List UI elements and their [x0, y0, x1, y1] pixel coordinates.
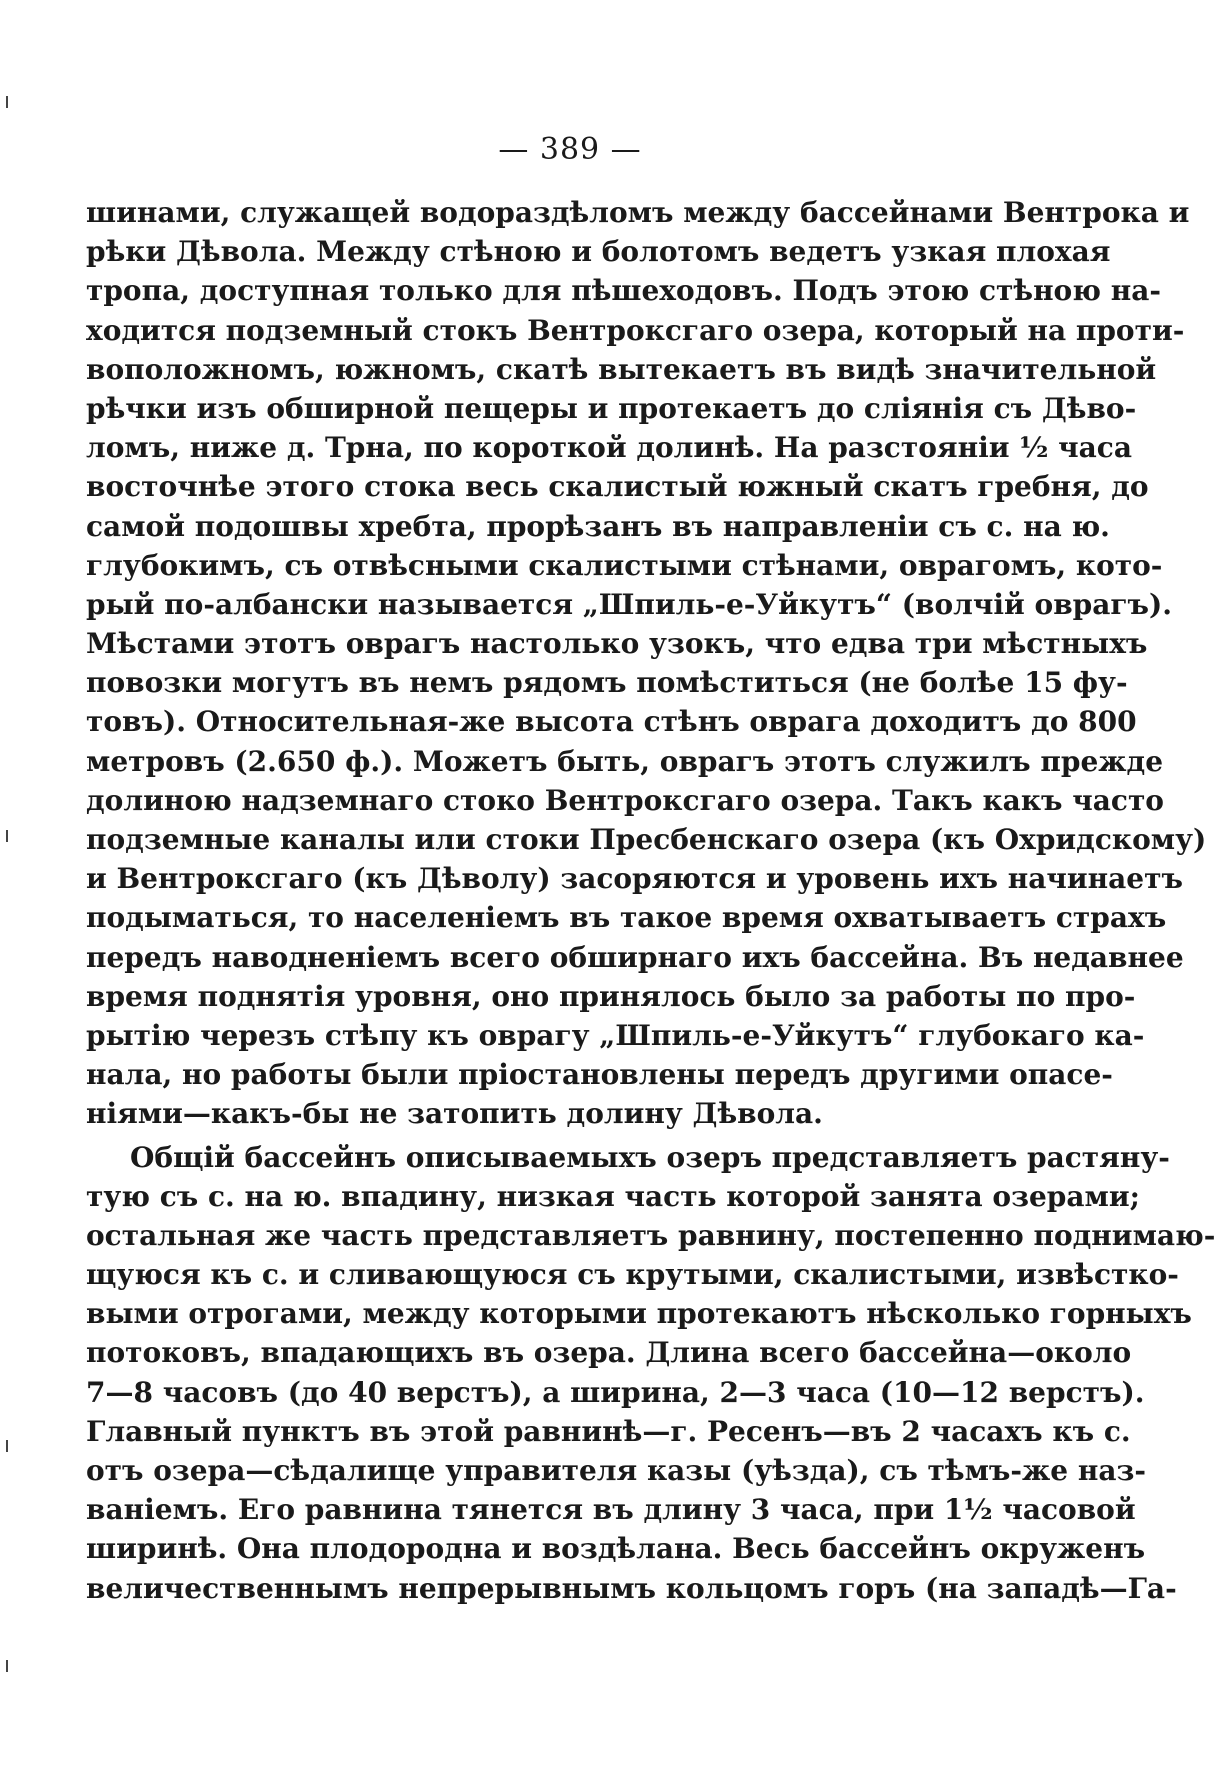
text-line: шинами, служащей водораздѣломъ между бассейнами Вентрока и — [86, 196, 1190, 229]
text-line: Общій бассейнъ описываемыхъ озеръ представляетъ растяну- — [130, 1140, 1170, 1174]
text-line: и Вентроксгаго (къ Дѣволу) засоряются и уровень ихъ начинаетъ — [86, 862, 1183, 896]
text-line: выми отрогами, между которыми протекаютъ нѣсколько горныхъ — [86, 1297, 1192, 1331]
scan-speck — [6, 96, 8, 108]
text-line: ходится подземный стокъ Вентроксгаго озера, который на проти- — [86, 313, 1185, 347]
scan-speck — [6, 830, 8, 842]
text-line: подземные каналы или стоки Пресбенскаго озера (къ Охридскому) — [86, 823, 1207, 856]
scan-speck — [6, 1440, 8, 1452]
text-line: рѣчки изъ обширной пещеры и протекаетъ до сліянія съ Дѣво- — [86, 391, 1137, 425]
text-line: щуюся къ с. и сливающуюся съ крутыми, скалистыми, извѣстко- — [86, 1258, 1179, 1292]
page-number: — 389 — — [498, 132, 642, 167]
text-line: время поднятія уровня, оно принялось было за работы по про- — [86, 979, 1136, 1013]
text-line: ширинѣ. Она плодородна и воздѣлана. Весь бассейнъ окруженъ — [86, 1532, 1146, 1566]
paragraph — [86, 1138, 1215, 1608]
text-line: ломъ, ниже д. Трна, по короткой долинѣ. На разстояніи ½ часа — [86, 431, 1132, 465]
text-line: товъ). Относительная-же высота стѣнъ оврага доходитъ до 800 — [86, 705, 1137, 739]
text-line: величественнымъ непрерывнымъ кольцомъ горъ (на западѣ—Га- — [86, 1571, 1177, 1605]
text-line: Мѣстами этотъ оврагъ настолько узокъ, что едва три мѣстныхъ — [86, 627, 1148, 661]
text-line: нала, но работы были пріостановлены передъ другими опасе- — [86, 1058, 1113, 1092]
text-line: глубокимъ, съ отвѣсными скалистыми стѣнами, оврагомъ, кото- — [86, 548, 1163, 582]
text-line: долиною надземнаго стоко Вентроксгаго озера. Такъ какъ часто — [86, 783, 1164, 817]
text-line: рытію черезъ стѣпу къ оврагу „Шпиль-е-Уйкутъ“ глубокаго ка- — [86, 1018, 1145, 1052]
text-line: тропа, доступная только для пѣшеходовъ. Подъ этою стѣною на- — [86, 274, 1161, 308]
body-text — [86, 193, 1215, 1608]
text-line: рый по-албански называется „Шпиль-е-Уйкутъ“ (волчій оврагъ). — [86, 587, 1172, 621]
text-line: отъ озера—сѣдалище управителя казы (уѣзда), съ тѣмъ-же наз- — [86, 1454, 1146, 1487]
text-line: остальная же часть представляетъ равнину, постепенно поднимаю- — [86, 1218, 1215, 1252]
text-line: тую съ с. на ю. впадину, низкая часть которой занята озерами; — [86, 1179, 1140, 1213]
text-line: восточнѣе этого стока весь скалистый южный скатъ гребня, до — [86, 470, 1149, 504]
text-line: Главный пунктъ въ этой равнинѣ—г. Ресенъ—въ 2 часахъ къ с. — [86, 1414, 1131, 1448]
text-line: самой подошвы хребта, прорѣзанъ въ направленіи съ с. на ю. — [86, 509, 1110, 543]
text-line: метровъ (2.650 ф.). Можетъ быть, оврагъ этотъ служилъ прежде — [86, 744, 1164, 778]
text-line: воположномъ, южномъ, скатѣ вытекаетъ въ видѣ значительной — [86, 352, 1157, 386]
text-line: ваніемъ. Его равнина тянется въ длину 3 часа, при 1½ часовой — [86, 1493, 1136, 1527]
text-line: подыматься, то населеніемъ въ такое время охватываетъ страхъ — [86, 901, 1167, 935]
text-line: рѣки Дѣвола. Между стѣною и болотомъ ведетъ узкая плохая — [86, 235, 1111, 269]
text-line: 7—8 часовъ (до 40 верстъ), а ширина, 2—3 часа (10—12 верстъ). — [86, 1375, 1145, 1409]
text-line: повозки могутъ въ немъ рядомъ помѣститься (не болѣе 15 фу- — [86, 666, 1128, 700]
text-line: ніями—какъ-бы не затопить долину Дѣвола. — [86, 1097, 823, 1131]
text-line: потоковъ, впадающихъ въ озера. Длина всего бассейна—около — [86, 1336, 1132, 1370]
scan-speck — [6, 1660, 8, 1672]
text-line: передъ наводненіемъ всего обширнаго ихъ бассейна. Въ недавнее — [86, 940, 1184, 974]
paragraph-continued — [86, 193, 1207, 1134]
